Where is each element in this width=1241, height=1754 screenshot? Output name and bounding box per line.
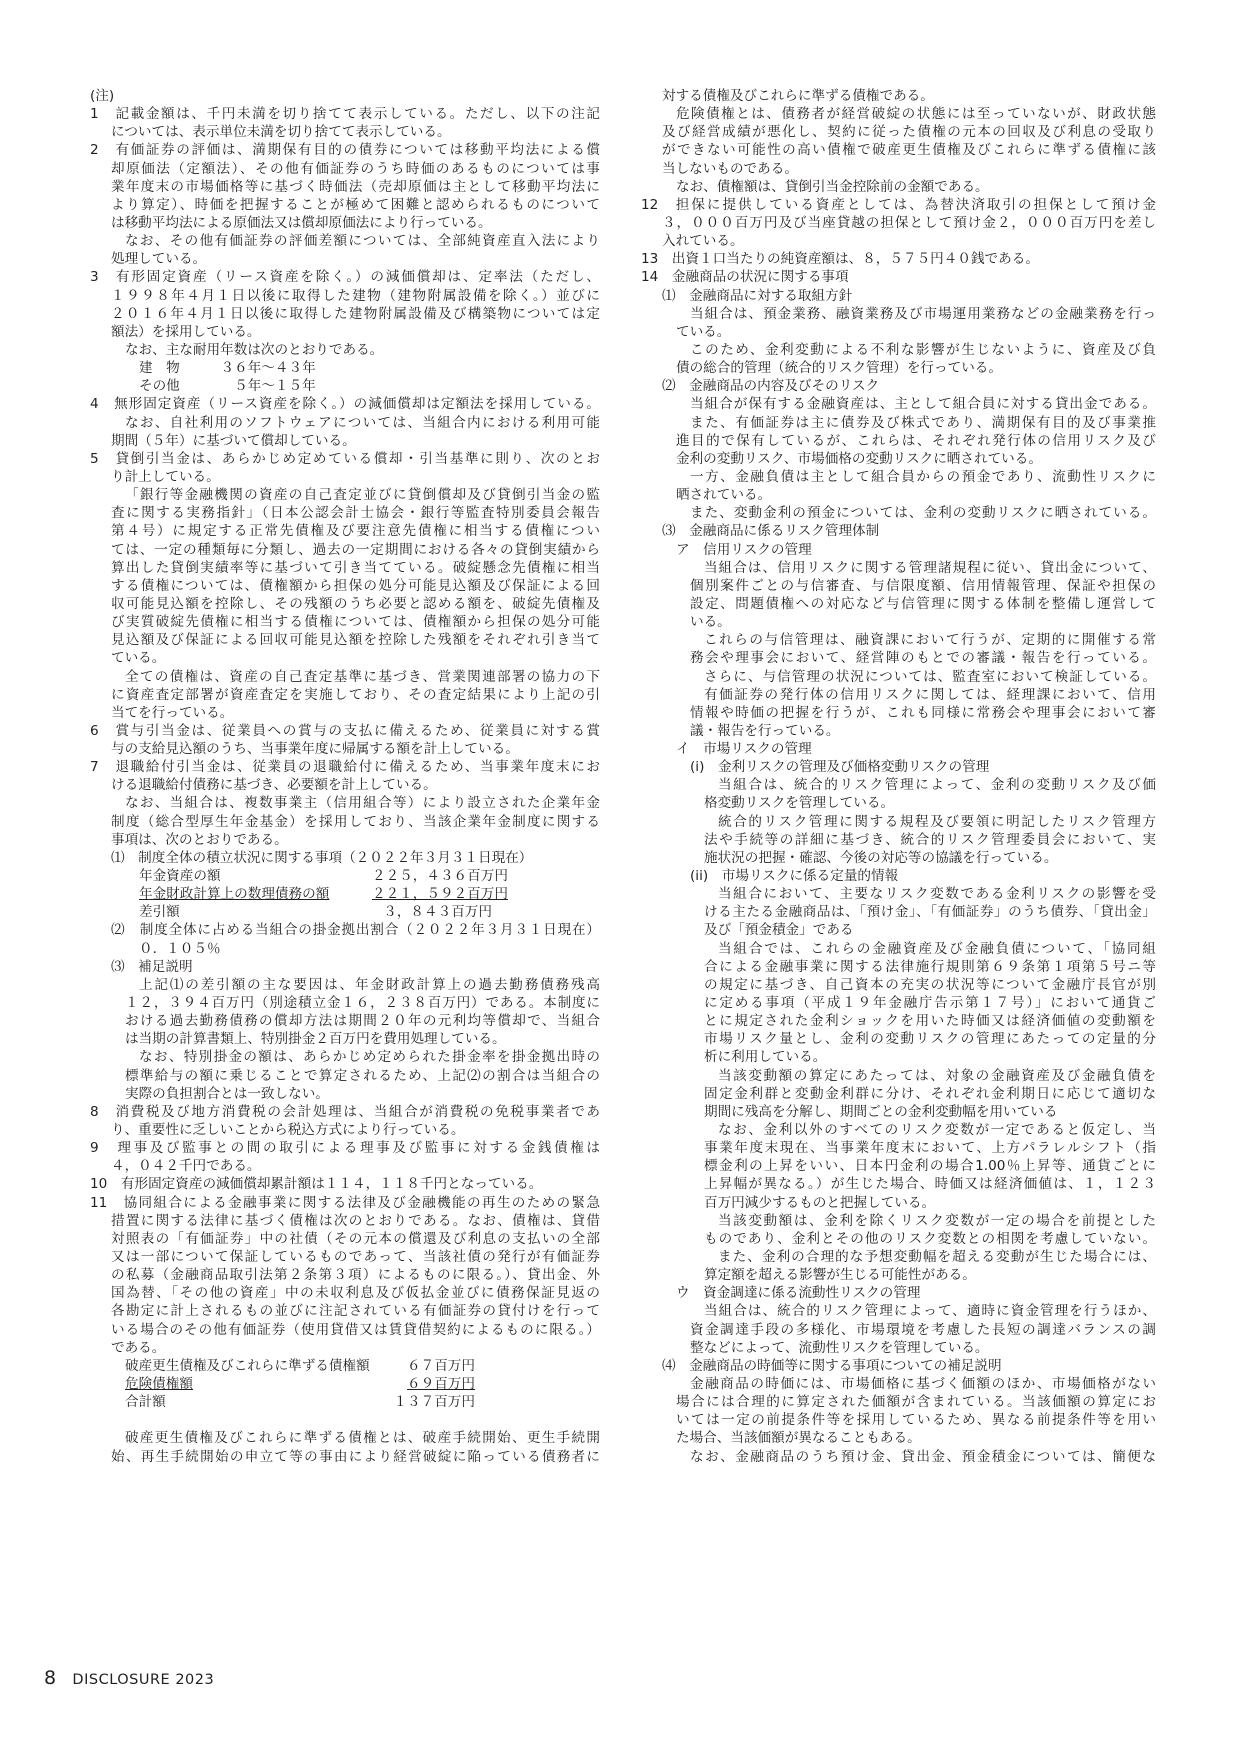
table-row-value: ３，８４３百万円 bbox=[383, 904, 492, 921]
table-row-value: ６９百万円 bbox=[407, 1375, 475, 1392]
text-line: 百万円減少するものと把握している。 bbox=[704, 1194, 936, 1211]
text-line: 施状況の把握・確認、今後の対応等の協議を行っている。 bbox=[704, 849, 1058, 866]
text-line: １２，３９４百万円（別途積立金１６，２３８百万円）である。本制度に bbox=[125, 995, 600, 1012]
text-line: 場合には合理的に算定された価額が含まれている。当該価額の算定にお bbox=[676, 1394, 1156, 1411]
table-row-value: ２２１，５９２百万円 bbox=[372, 886, 508, 903]
text-line: 全ての債権は、資産の自己査定基準に基づき、営業関連部署の協力の下 bbox=[125, 668, 600, 685]
table-row-value: １３７百万円 bbox=[393, 1394, 475, 1411]
text-line: は当期の計算書類上、特別掛金２百万円を費用処理している。 bbox=[125, 1031, 506, 1048]
text-line: ア 信用リスクの管理 bbox=[676, 541, 812, 558]
text-line: 債の総合的管理（統合的リスク管理）を行っている。 bbox=[676, 360, 1002, 377]
table-row-label: 年金財政計算上の数理債務の額 bbox=[139, 886, 330, 903]
text-line: た場合、当該価額が異なることもある。 bbox=[676, 1430, 921, 1447]
text-line: 9 理事及び監事との間の取引による理事及び監事に対する金銭債権は bbox=[90, 1140, 600, 1157]
text-line: 事業年度末現在、当事業年度末において、上方パラレルシフト（指 bbox=[704, 1140, 1156, 1157]
text-line: 上昇幅が異なる。）が生じた場合、時価又は経済価値は、１，１２３ bbox=[704, 1176, 1156, 1193]
text-line: 有価証券の発行体の信用リスクに関しては、経理課において、信用 bbox=[704, 686, 1156, 703]
text-line: である。 bbox=[111, 1339, 166, 1356]
text-line: 当しないものである。 bbox=[662, 160, 798, 177]
text-line: ⑴ 金融商品に対する取組方針 bbox=[662, 287, 853, 304]
text-line: これらの与信管理は、融資課において行うが、定期的に開催する常 bbox=[704, 632, 1156, 649]
text-line: なお、その他有価証券の評価差額については、全部純資産直入法により bbox=[125, 233, 600, 250]
table-row bbox=[125, 1393, 600, 1411]
text-line: については、表示単位未満を切り捨てて表示している。 bbox=[111, 124, 451, 141]
text-line: 金融商品の時価には、市場価格に基づく価額のほか、市場価格がない bbox=[690, 1375, 1156, 1392]
text-line: 14 金融商品の状況に関する事項 bbox=[641, 269, 849, 286]
text-line: 対照表の「有価証券」中の社債（その元本の償還及び利息の支払いの全部 bbox=[111, 1230, 600, 1247]
text-line: (注) bbox=[90, 88, 115, 104]
text-line: ⑶ 金融商品に係るリスク管理体制 bbox=[662, 523, 880, 540]
text-line: 当組合が保有する金融資産は、主として組合員に対する貸出金である。 bbox=[690, 396, 1156, 413]
text-line: 6 賞与引当金は、従業員への賞与の支払に備えるため、従業員に対する賞 bbox=[90, 722, 600, 739]
text-line: 務会や理事会において、経営陣のもとでの審議・報告を行っている。 bbox=[690, 650, 1156, 667]
text-line: 当組合は、預金業務、融資業務及び市場運用業務などの金融業務を行っ bbox=[690, 305, 1156, 322]
text-line: の規定に基づき、自己資本の充実の状況等について金融庁長官が別 bbox=[704, 976, 1156, 993]
text-line: 及び経営成績が悪化し、契約に従った債権の元本の回収及び利息の受取り bbox=[662, 124, 1156, 141]
text-line: いる場合のその他有価証券（使用貸借又は賃貸借契約によるものに限る。） bbox=[111, 1321, 600, 1338]
publication-title: DISCLOSURE 2023 bbox=[72, 1672, 215, 1688]
text-line: 当該変動額は、金利を除くリスク変数が一定の場合を前提とした bbox=[718, 1212, 1156, 1229]
text-line: 市場リスク量とし、金利の変動リスクの管理にあたっての定量的分 bbox=[704, 1031, 1156, 1048]
text-line: ４，０４２千円である。 bbox=[111, 1158, 261, 1175]
page-number: 8 bbox=[44, 1667, 57, 1689]
text-line: 算定額を超える影響が生じる可能性がある。 bbox=[704, 1267, 976, 1284]
text-line: また、金利の合理的な予想変動幅を超える変動が生じた場合には、 bbox=[718, 1249, 1156, 1265]
text-line: 額法）を採用している。 bbox=[111, 323, 261, 340]
text-line: ものであり、金利とその他のリスク変数との相関を考慮していない。 bbox=[704, 1230, 1156, 1247]
text-line: いる。 bbox=[690, 614, 731, 631]
text-line: 5 貸倒引当金は、あらかじめ定めている償却・引当基準に則り、次のとお bbox=[90, 450, 600, 467]
text-line: 合による金融事業に関する法律施行規則第６９条第１項第５号ニ等 bbox=[704, 958, 1156, 975]
text-line: 統合的リスク管理に関する規程及び要領に明記したリスク管理方 bbox=[718, 813, 1156, 830]
text-line: 4 無形固定資産（リース資産を除く。）の減価償却は定額法を採用している。 bbox=[90, 396, 600, 413]
text-line: に資産査定部署が資産査定を実施しており、その査定結果により上記の引 bbox=[111, 686, 600, 703]
text-line: 見込額及び保証による回収可能見込額を控除した残額をそれぞれ引き当て bbox=[111, 632, 600, 649]
text-line: イ 市場リスクの管理 bbox=[676, 741, 812, 758]
text-line: 処理している。 bbox=[111, 251, 207, 268]
text-line: 業年度末の市場価格等に基づく時価法（売却原価は主として移動平均法に bbox=[111, 178, 600, 195]
text-line: は移動平均法による原価法又は償却原価法により行っている。 bbox=[111, 214, 492, 231]
text-line: ウ 資金調達に係る流動性リスクの管理 bbox=[676, 1285, 921, 1302]
text-line: 事項は、次のとおりである。 bbox=[111, 831, 288, 848]
text-line: ができない可能性の高い債権で破産更生債権及びこれらに準ずる債権に該 bbox=[662, 142, 1156, 159]
text-line: 法や手続等の詳細に基づき、統合的リスク管理委員会において、実 bbox=[704, 831, 1156, 848]
text-line: いては一定の前提条件等を採用しているため、異なる前提条件等を用い bbox=[676, 1412, 1156, 1429]
text-line: 7 退職給付引当金は、従業員の退職給付に備えるため、当事業年度末にお bbox=[90, 759, 600, 776]
text-line: 2 有価証券の評価は、満期保有目的の債券については移動平均法による償 bbox=[90, 142, 600, 159]
text-line: 標金利の上昇をいい、日本円金利の場合1.00％上昇等、通貨ごとに bbox=[704, 1158, 1156, 1175]
text-line: 議・報告を行っている。 bbox=[690, 722, 840, 739]
text-line: 建 物 ３６年～４３年 bbox=[139, 360, 316, 377]
text-line: 標準給与の額に乗じることで算定されるため、上記⑵の割合は当組合の bbox=[125, 1067, 600, 1084]
page-footer bbox=[44, 1666, 214, 1690]
text-line: 及び「預金積金」である bbox=[704, 922, 854, 939]
text-line: (ii) 市場リスクに係る定量的情報 bbox=[690, 868, 899, 885]
text-line: 当組合では、これらの金融資産及び金融負債について、「協同組 bbox=[718, 940, 1156, 957]
text-line: 各勘定に計上されるもの並びに注記されている有価証券の貸付けを行って bbox=[111, 1303, 600, 1320]
text-line: の私募（金融商品取引法第２条第３項）によるものに限る。）、貸出金、外 bbox=[111, 1267, 600, 1284]
text-line: 実際の負担割合とは一致しない。 bbox=[125, 1085, 329, 1102]
text-line: 金利の変動リスク、市場価格の変動リスクに晒されている。 bbox=[676, 450, 1042, 467]
table-row-value: ６７百万円 bbox=[407, 1357, 475, 1374]
table-row bbox=[125, 1375, 600, 1393]
text-line: ２０１６年４月１日以後に取得した建物附属設備及び構築物については定 bbox=[111, 305, 600, 322]
text-line: 当該変動額の算定にあたっては、対象の金融資産及び金融負債を bbox=[718, 1067, 1156, 1084]
text-line: り計上している。 bbox=[111, 468, 220, 485]
text-line: その他 ５年～１５年 bbox=[139, 378, 316, 395]
text-line: ⑵ 金融商品の内容及びそのリスク bbox=[662, 378, 880, 395]
table-row-label: 危険債権額 bbox=[125, 1375, 193, 1392]
text-line: 析に利用している。 bbox=[704, 1049, 827, 1066]
text-line: また、変動金利の預金については、金利の変動リスクに晒されている。 bbox=[690, 505, 1156, 522]
text-line: なお、当組合は、複数事業主（信用組合等）により設立された企業年金 bbox=[125, 795, 600, 812]
text-line: ⑵ 制度全体に占める当組合の掛金拠出割合（２０２２年３月３１日現在） bbox=[111, 922, 600, 939]
text-line: 上記⑴の差引額の主な要因は、年金財政計算上の過去勤務債務残高 bbox=[139, 976, 600, 993]
text-line: 整などによって、流動性リスクを管理している。 bbox=[690, 1339, 989, 1356]
text-line: 国為替、「その他の資産」中の未収利息及び仮払金並びに債務保証見返の bbox=[111, 1285, 600, 1302]
table-row bbox=[139, 885, 600, 903]
text-line: 3 有形固定資産（リース資産を除く。）の減価償却は、定率法（ただし、 bbox=[90, 269, 600, 286]
text-line: 当組合は、統合的リスク管理によって、金利の変動リスク及び価 bbox=[718, 777, 1156, 794]
text-line: び実質破綻先債権に相当する債権については、債権額から担保の処分可能 bbox=[111, 614, 600, 631]
text-line: さらに、与信管理の状況については、監査室において検証している。 bbox=[704, 668, 1156, 685]
text-line: 当てを行っている。 bbox=[111, 704, 234, 721]
text-line: する債権については、債権額から担保の処分可能見込額及び保証による回 bbox=[111, 577, 600, 594]
text-line: 収可能見込額を控除し、その残額のうち必要と認める額を、破綻先債権及 bbox=[111, 595, 600, 612]
text-line: 対する債権及びこれらに準ずる債権である。 bbox=[662, 88, 934, 104]
text-line: 与の支給見込額のうち、当事業年度に帰属する額を計上している。 bbox=[111, 741, 519, 758]
text-line: １９９８年４月１日以後に取得した建物（建物附属設備を除く。）並びに bbox=[111, 287, 600, 304]
text-line: 進目的で保有しているが、これらは、それぞれ発行体の信用リスク及び bbox=[676, 432, 1156, 449]
text-line: なお、金利以外のすべてのリスク変数が一定であると仮定し、当 bbox=[718, 1122, 1156, 1139]
text-line: 一方、金融負債は主として組合員からの預金であり、流動性リスクに bbox=[690, 468, 1156, 485]
text-line: とに規定された金利ショックを用いた時価又は経済価値の変動額を bbox=[704, 1013, 1156, 1030]
text-line: (i) 金利リスクの管理及び価格変動リスクの管理 bbox=[690, 759, 990, 776]
text-line: 13 出資１口当たりの純資産額は、８，５７５円４０銭である。 bbox=[641, 251, 1039, 268]
text-line: より算定）、時価を把握することが極めて困難と認められるものについて bbox=[111, 196, 600, 213]
text-line: 破産更生債権及びこれらに準ずる債権とは、破産手続開始、更生手続開 bbox=[125, 1430, 600, 1447]
text-line: 算出した貸倒実績率等に基づいて引き当てている。破綻懸念先債権に相当 bbox=[111, 559, 600, 576]
text-line: なお、主な耐用年数は次のとおりである。 bbox=[125, 341, 384, 358]
text-line: 格変動リスクを管理している。 bbox=[704, 795, 895, 812]
text-line: おける過去勤務債務の償却方法は期間２０年の元利均等償却で、当組合 bbox=[125, 1013, 600, 1030]
text-line: 又は一部について保証しているものであって、当該社債の発行が有価証券 bbox=[111, 1249, 600, 1265]
text-line: 期間に残高を分解し、期間ごとの金利変動幅を用いている bbox=[704, 1103, 1058, 1120]
table-row bbox=[139, 867, 600, 885]
text-line: 設定、問題債権への対応など与信管理に関する体制を整備し運営して bbox=[690, 595, 1156, 612]
text-line: 制度（総合型厚生年金基金）を採用しており、当該企業年金制度に関する bbox=[111, 813, 600, 830]
text-line: 晒されている。 bbox=[676, 487, 772, 504]
text-line: 措置に関する法律に基づく債権は次のとおりである。なお、債権は、貸借 bbox=[111, 1212, 600, 1229]
spacer bbox=[90, 1411, 600, 1429]
text-line: 始、再生手続開始の申立て等の事由により経営破綻に陥っている債務者に bbox=[111, 1448, 600, 1465]
table-row-label: 破産更生債権及びこれらに準ずる債権額 bbox=[125, 1357, 370, 1374]
table-row-label: 年金資産の額 bbox=[139, 868, 221, 885]
text-line: このため、金利変動による不利な影響が生じないように、資産及び負 bbox=[690, 341, 1156, 358]
table-row bbox=[139, 903, 600, 921]
text-line: ける主たる金融商品は、「預け金」、「有価証券」のうち債券、「貸出金」 bbox=[704, 904, 1156, 921]
text-line: 情報や時価の把握を行うが、これも同様に常務会や理事会において審 bbox=[690, 704, 1156, 721]
text-line: 11 協同組合による金融事業に関する法律及び金融機能の再生のための緊急 bbox=[90, 1194, 600, 1211]
text-line: 当組合は、統合的リスク管理によって、適時に資金管理を行うほか、 bbox=[704, 1303, 1156, 1320]
text-line: ている。 bbox=[111, 650, 166, 667]
text-line: ⑴ 制度全体の積立状況に関する事項（２０２２年３月３１日現在） bbox=[111, 849, 533, 866]
text-line: 10 有形固定資産の減価償却累計額は１１４，１１８千円となっている。 bbox=[90, 1176, 543, 1193]
left-column bbox=[90, 87, 600, 1466]
table-row-label: 差引額 bbox=[139, 904, 180, 921]
text-line: ３，０００百万円及び当座貸越の担保として預け金２，０００百万円を差し bbox=[662, 214, 1156, 231]
text-line: 8 消費税及び地方消費税の会計処理は、当組合が消費税の免税事業者であ bbox=[90, 1103, 600, 1120]
text-line: 固定金利群と変動金利群に分け、それぞれ金利期日に応じて適切な bbox=[704, 1085, 1156, 1102]
text-line: 第４号）に規定する正常先債権及び要注意先債権に相当する債権につい bbox=[111, 523, 600, 540]
text-line: 当組合は、信用リスクに関する管理諸規程に従い、貸出金について、 bbox=[704, 559, 1156, 576]
text-line: なお、金融商品のうち預け金、貸出金、預金積金については、簡便な bbox=[690, 1448, 1156, 1465]
text-line: 個別案件ごとの与信審査、与信限度額、信用情報管理、保証や担保の bbox=[690, 577, 1156, 594]
text-line: 査に関する実務指針」（日本公認会計士協会・銀行等監査特別委員会報告 bbox=[111, 505, 600, 522]
table-row-label: 合計額 bbox=[125, 1394, 166, 1411]
text-line: なお、債権額は、貸倒引当金控除前の金額である。 bbox=[676, 178, 989, 195]
text-line: 12 担保に提供している資産としては、為替決済取引の担保として預け金 bbox=[641, 196, 1156, 213]
table-row-value: ２２５，４３６百万円 bbox=[372, 868, 508, 885]
text-line: ⑷ 金融商品の時価等に関する事項についての補足説明 bbox=[662, 1357, 1002, 1374]
text-line: ている。 bbox=[676, 323, 731, 340]
text-line: 資金調達手段の多様化、市場環境を考慮した長短の調達バランスの調 bbox=[690, 1321, 1156, 1338]
right-column bbox=[641, 87, 1156, 1466]
text-line: に定める事項（平成１９年金融庁告示第１７号）」において通貨ご bbox=[704, 995, 1156, 1012]
text-line: 1 記載金額は、千円未満を切り捨てて表示している。ただし、以下の注記 bbox=[90, 106, 600, 123]
text-line: 「銀行等金融機関の資産の自己査定並びに貸倒償却及び貸倒引当金の監 bbox=[125, 487, 600, 504]
text-line: 入れている。 bbox=[662, 233, 744, 250]
text-line: 却原価法（定額法）、その他有価証券のうち時価のあるものについては事 bbox=[111, 160, 600, 177]
text-line: ける退職給付債務に基づき、必要額を計上している。 bbox=[111, 777, 437, 794]
text-line: 期間（５年）に基づいて償却している。 bbox=[111, 432, 356, 449]
text-line: り、重要性に乏しいことから税込方式により行っている。 bbox=[111, 1122, 465, 1139]
text-line: なお、特別掛金の額は、あらかじめ定められた掛金率を掛金拠出時の bbox=[139, 1049, 600, 1066]
table-row bbox=[125, 1357, 600, 1375]
text-line: なお、自社利用のソフトウェアについては、当組合内における利用可能 bbox=[125, 414, 600, 431]
text-line: ては、一定の種類毎に分類し、過去の一定期間における各々の貸倒実績から bbox=[111, 541, 600, 558]
text-line: ⑶ 補足説明 bbox=[111, 958, 193, 975]
text-line: 当組合において、主要なリスク変数である金利リスクの影響を受 bbox=[718, 886, 1156, 903]
text-line: 危険債権とは、債務者が経営破綻の状態には至っていないが、財政状態 bbox=[676, 106, 1156, 123]
text-line: ０．１０５％ bbox=[139, 940, 221, 957]
text-line: また、有価証券は主に債券及び株式であり、満期保有目的及び事業推 bbox=[690, 414, 1156, 431]
